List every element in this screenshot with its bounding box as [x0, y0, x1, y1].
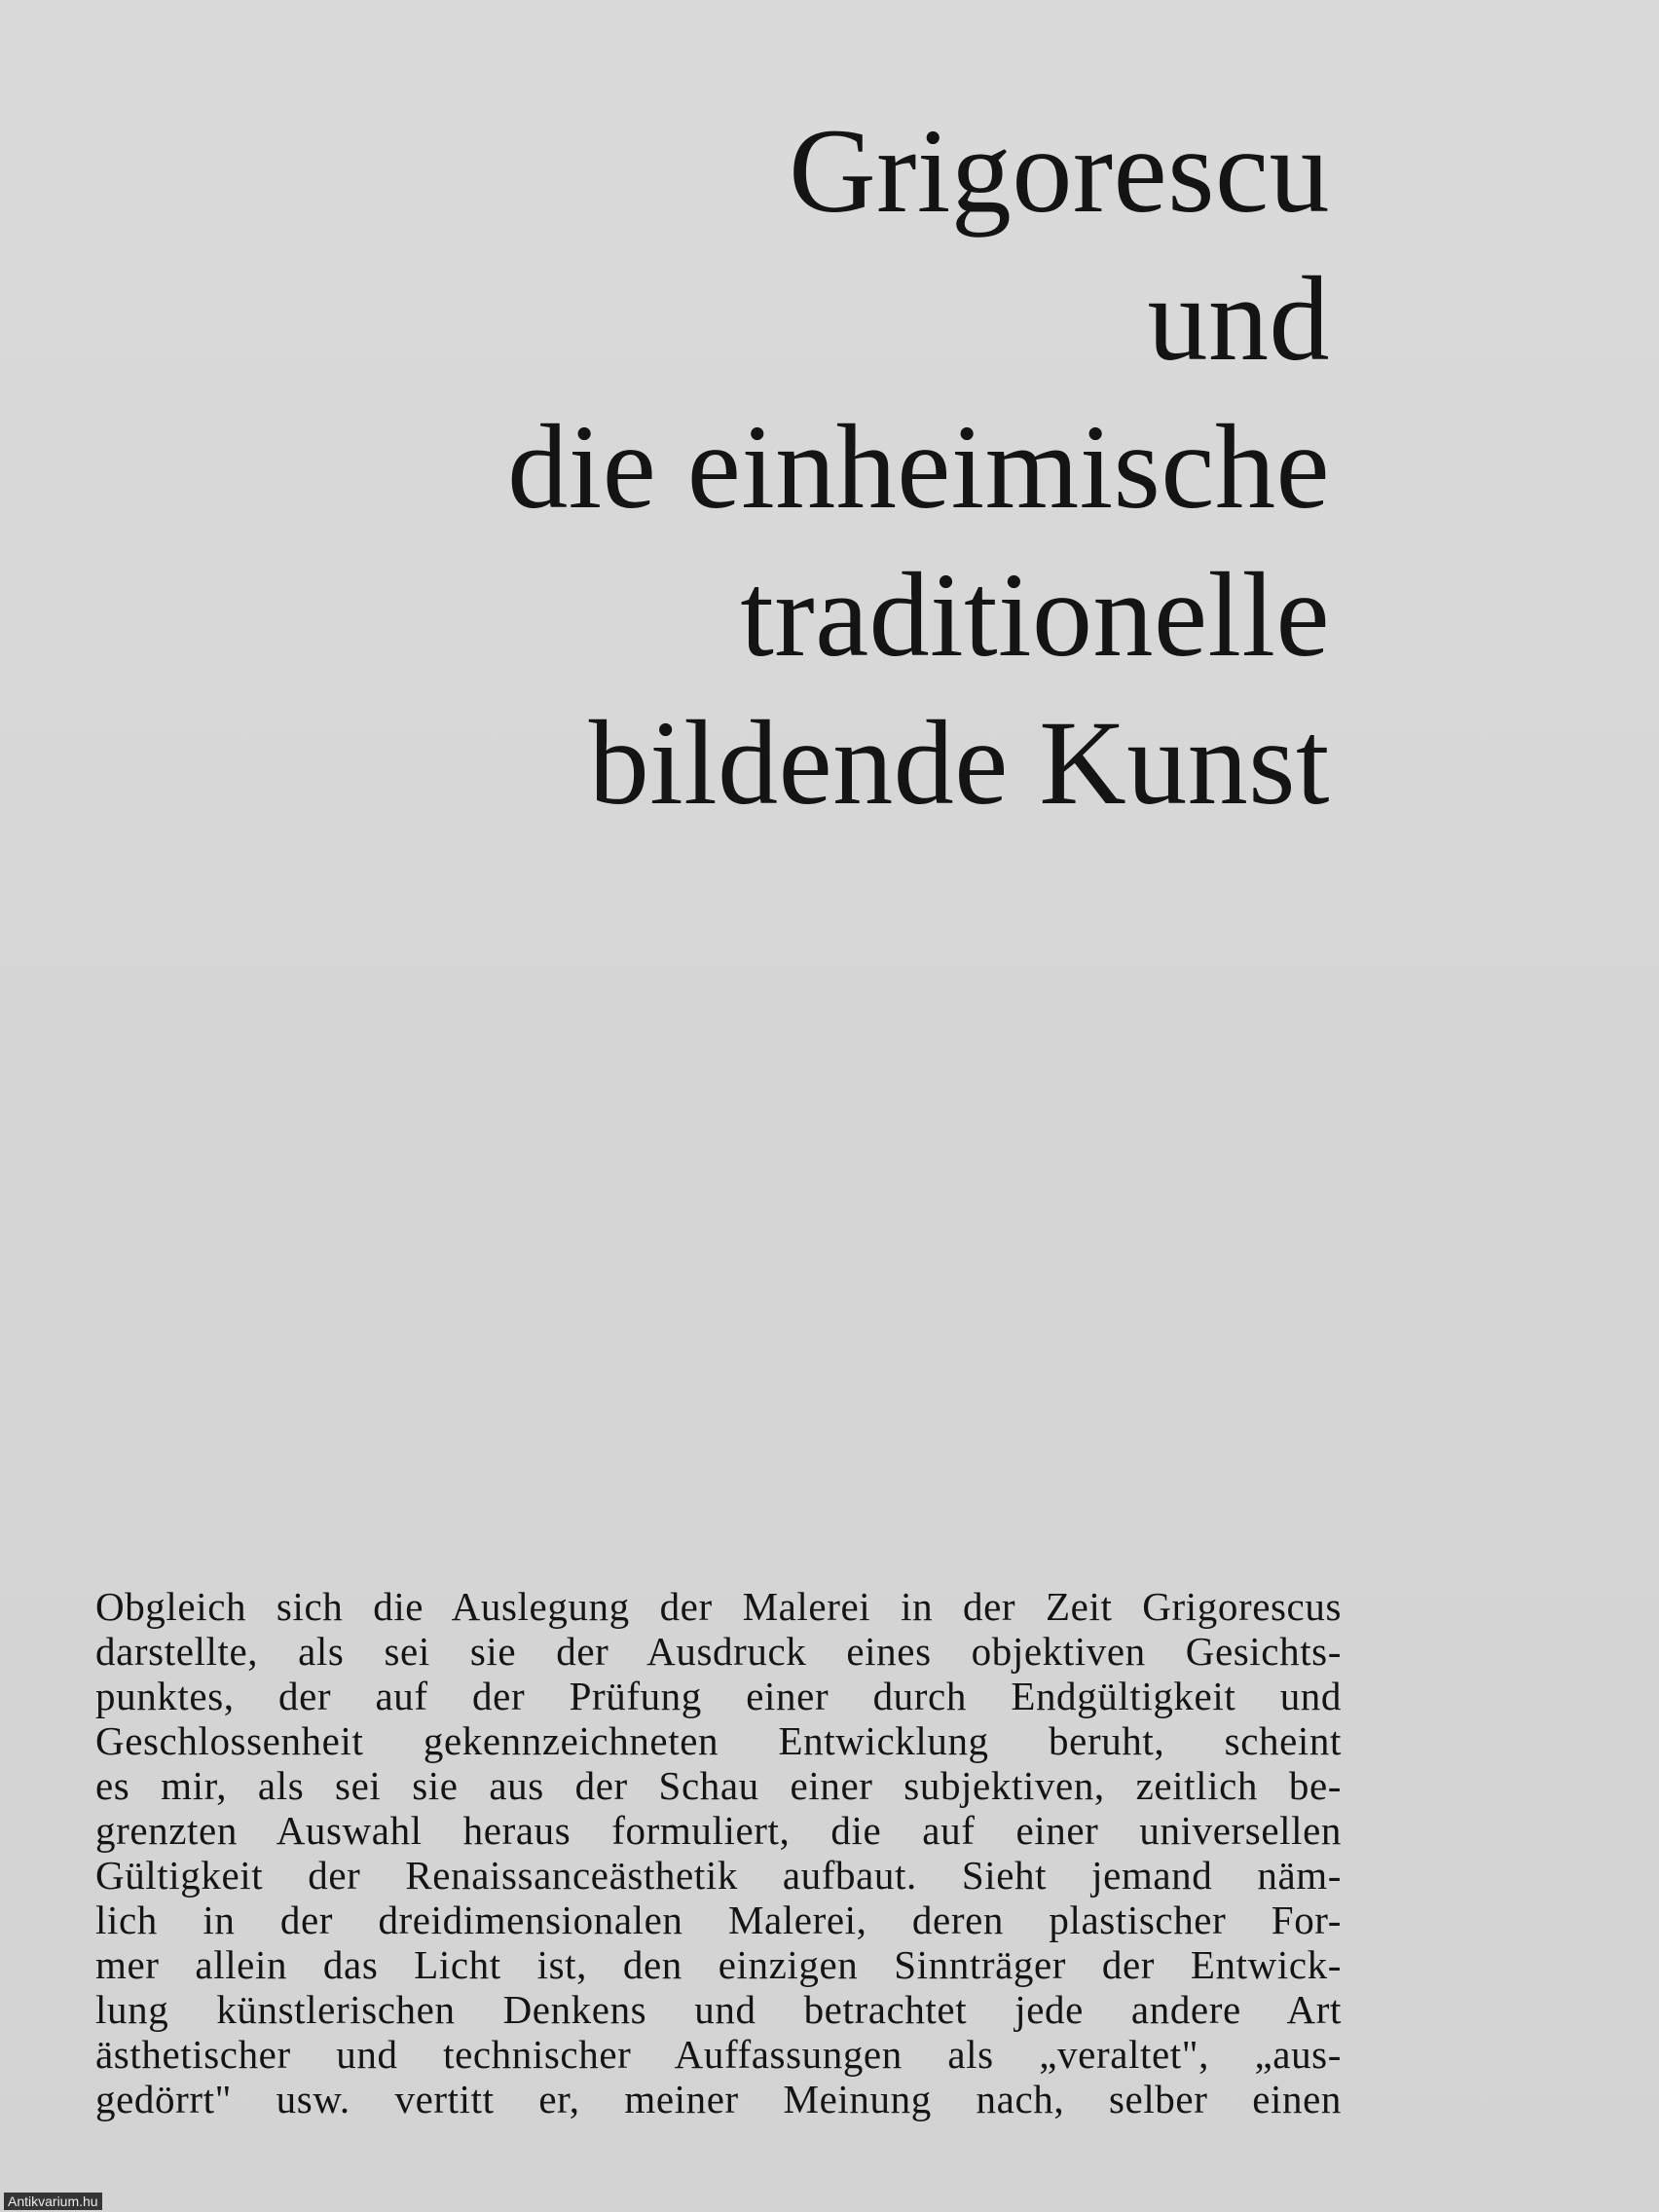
body-line: es mir, als sei sie aus der Schau einer subjektiven, zeitlich be- [95, 1763, 1342, 1808]
body-line: lung künstlerischen Denkens und betrachtet jede andere Art [95, 1987, 1342, 2032]
watermark: Antikvarium.hu [4, 2193, 102, 2210]
chapter-title [356, 97, 1330, 837]
title-line: traditionelle [740, 548, 1330, 682]
body-line: Geschlossenheit gekennzeichneten Entwicklung beruht, scheint [95, 1718, 1342, 1763]
title-line: Grigorescu [789, 104, 1330, 238]
body-line: lich in der dreidimensionalen Malerei, deren plastischer For- [95, 1898, 1342, 1942]
body-line: mer allein das Licht ist, den einzigen Sinnträger der Entwick- [95, 1942, 1342, 1987]
title-line: und [1147, 252, 1330, 386]
body-line: punktes, der auf der Prüfung einer durch Endgültigkeit und [95, 1674, 1342, 1718]
body-line: darstellte, als sei sie der Ausdruck eines objektiven Gesichts- [95, 1629, 1342, 1674]
body-line: ästhetischer und technischer Auffassungen als „veraltet", „aus- [95, 2032, 1342, 2077]
body-line: Obgleich sich die Auslegung der Malerei in der Zeit Grigorescus [95, 1584, 1342, 1629]
title-line: bildende Kunst [588, 696, 1330, 830]
body-line: gedörrt" usw. vertitt er, meiner Meinung nach, selber einen [95, 2077, 1342, 2121]
body-paragraph [95, 1584, 1342, 2121]
title-line: die einheimische [507, 400, 1330, 534]
body-line: Gültigkeit der Renaissanceästhetik aufbaut. Sieht jemand näm- [95, 1853, 1342, 1898]
body-line: grenzten Auswahl heraus formuliert, die auf einer universellen [95, 1808, 1342, 1853]
